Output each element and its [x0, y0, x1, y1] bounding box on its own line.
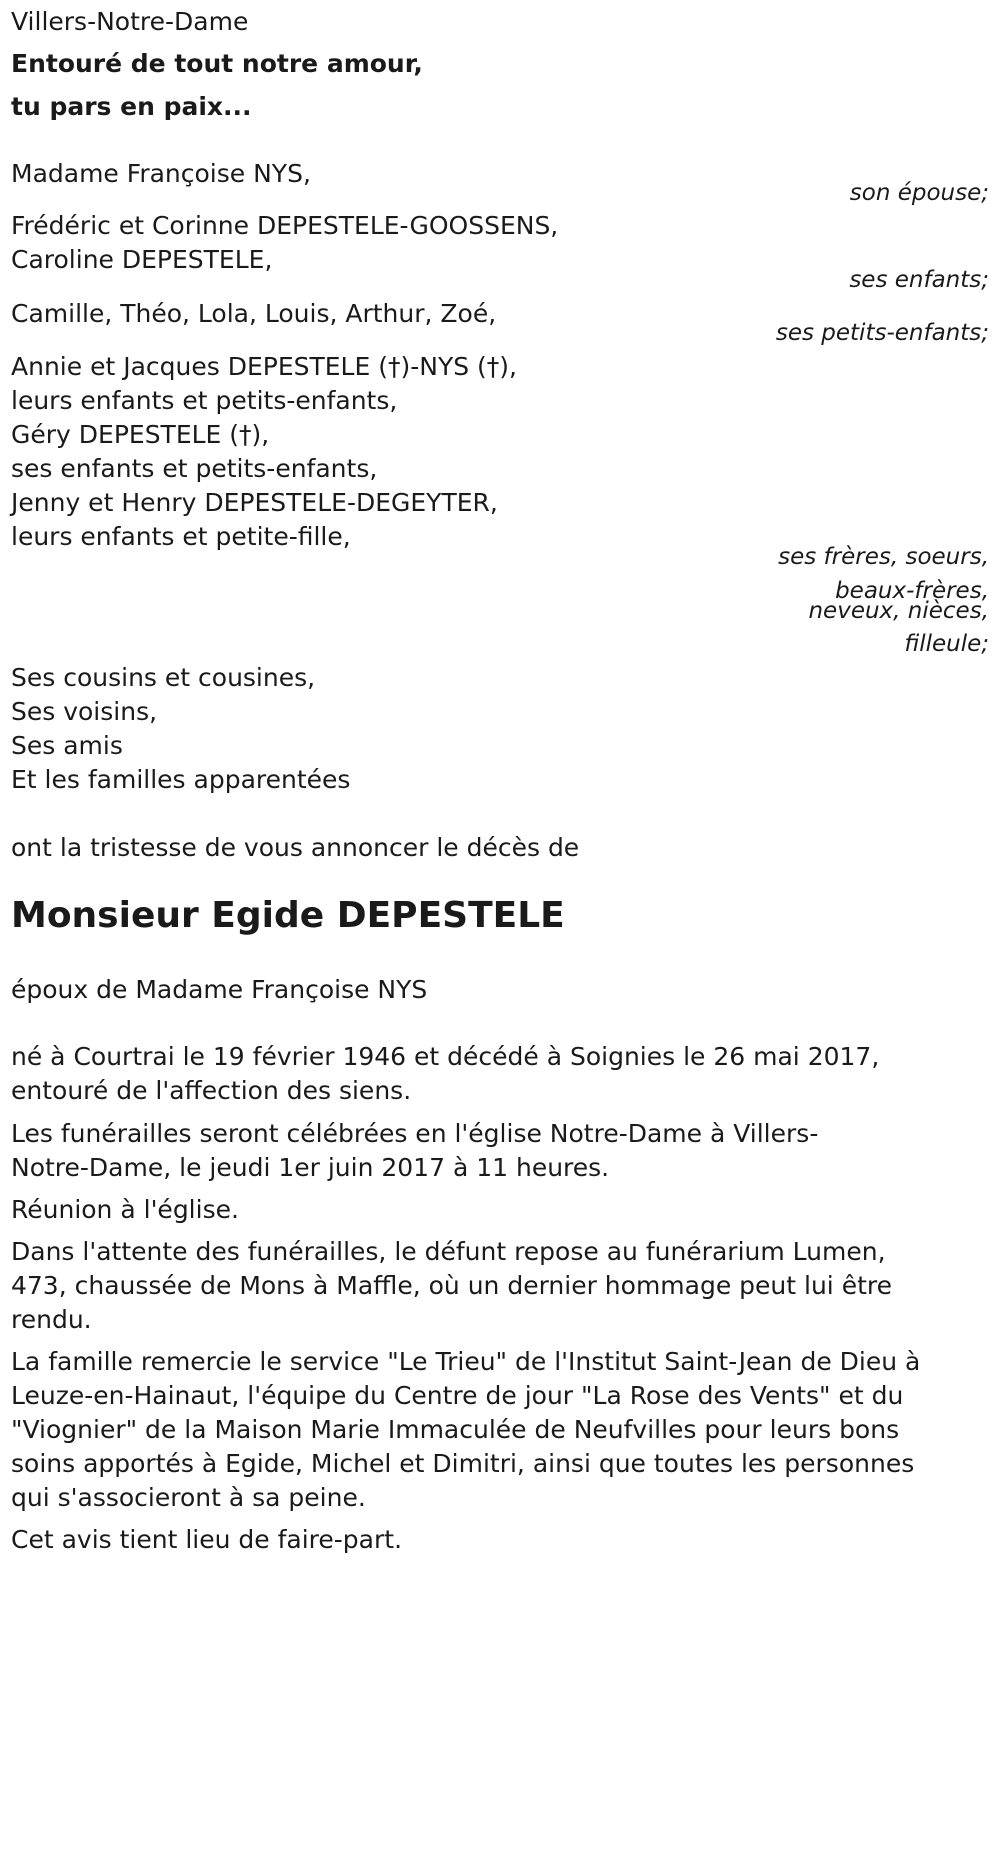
intro-line-1: Entouré de tout notre amour, [11, 49, 423, 78]
others-line-4: Et les familles apparentées [11, 765, 351, 794]
details-line-1: né à Courtrai le 19 février 1946 et décédé à Soignies le 26 mai 2017, [11, 1042, 880, 1071]
place-name: Villers-Notre-Dame [11, 7, 249, 36]
spouse-line: époux de Madame Françoise NYS [11, 975, 428, 1004]
others-line-3: Ses amis [11, 731, 123, 760]
spouse-role: son épouse; [849, 180, 989, 206]
details-line-8: rendu. [11, 1305, 92, 1334]
details-line-14: Cet avis tient lieu de faire-part. [11, 1525, 403, 1554]
details-line-7: 473, chaussée de Mons à Maffle, où un dernier hommage peut lui être [11, 1271, 892, 1300]
sibling-line-4: ses enfants et petits-enfants, [11, 454, 378, 483]
details-line-6: Dans l'attente des funérailles, le défunt repose au funérarium Lumen, [11, 1237, 886, 1266]
details-line-9: La famille remercie le service "Le Trieu" de l'Institut Saint-Jean de Dieu à [11, 1347, 921, 1376]
spouse-name: Madame Françoise NYS, [11, 159, 311, 188]
siblings-role-1: ses frères, soeurs, [778, 544, 989, 570]
siblings-role-4: filleule; [904, 631, 989, 657]
grandchildren-names: Camille, Théo, Lola, Louis, Arthur, Zoé, [11, 299, 497, 328]
details-line-11: "Viognier" de la Maison Marie Immaculée de Neufvilles pour leurs bons [11, 1415, 900, 1444]
sibling-line-3: Géry DEPESTELE (†), [11, 420, 270, 449]
details-line-13: qui s'associeront à sa peine. [11, 1483, 366, 1512]
details-line-10: Leuze-en-Hainaut, l'équipe du Centre de jour "La Rose des Vents" et du [11, 1381, 904, 1410]
siblings-role-3: neveux, nièces, [808, 598, 989, 624]
sibling-line-1: Annie et Jacques DEPESTELE (†)-NYS (†), [11, 352, 517, 381]
children-role: ses enfants; [849, 267, 989, 293]
details-line-4: Notre-Dame, le jeudi 1er juin 2017 à 11 heures. [11, 1153, 610, 1182]
others-line-1: Ses cousins et cousines, [11, 663, 316, 692]
sibling-line-6: leurs enfants et petite-fille, [11, 522, 351, 551]
intro-line-2: tu pars en paix... [11, 92, 252, 121]
child-1: Frédéric et Corinne DEPESTELE-GOOSSENS, [11, 211, 559, 240]
announcement: ont la tristesse de vous annoncer le décès de [11, 833, 580, 862]
sibling-line-5: Jenny et Henry DEPESTELE-DEGEYTER, [11, 488, 498, 517]
details-line-2: entouré de l'affection des siens. [11, 1076, 412, 1105]
grandchildren-role: ses petits-enfants; [775, 320, 989, 346]
details-line-12: soins apportés à Egide, Michel et Dimitri, ainsi que toutes les personnes [11, 1449, 915, 1478]
details-line-5: Réunion à l'église. [11, 1195, 239, 1224]
sibling-line-2: leurs enfants et petits-enfants, [11, 386, 398, 415]
deceased-name: Monsieur Egide DEPESTELE [11, 895, 565, 936]
others-line-2: Ses voisins, [11, 697, 158, 726]
details-line-3: Les funérailles seront célébrées en l'église Notre-Dame à Villers- [11, 1119, 819, 1148]
siblings-role-2: beaux-frères, [835, 578, 989, 604]
child-2: Caroline DEPESTELE, [11, 245, 273, 274]
